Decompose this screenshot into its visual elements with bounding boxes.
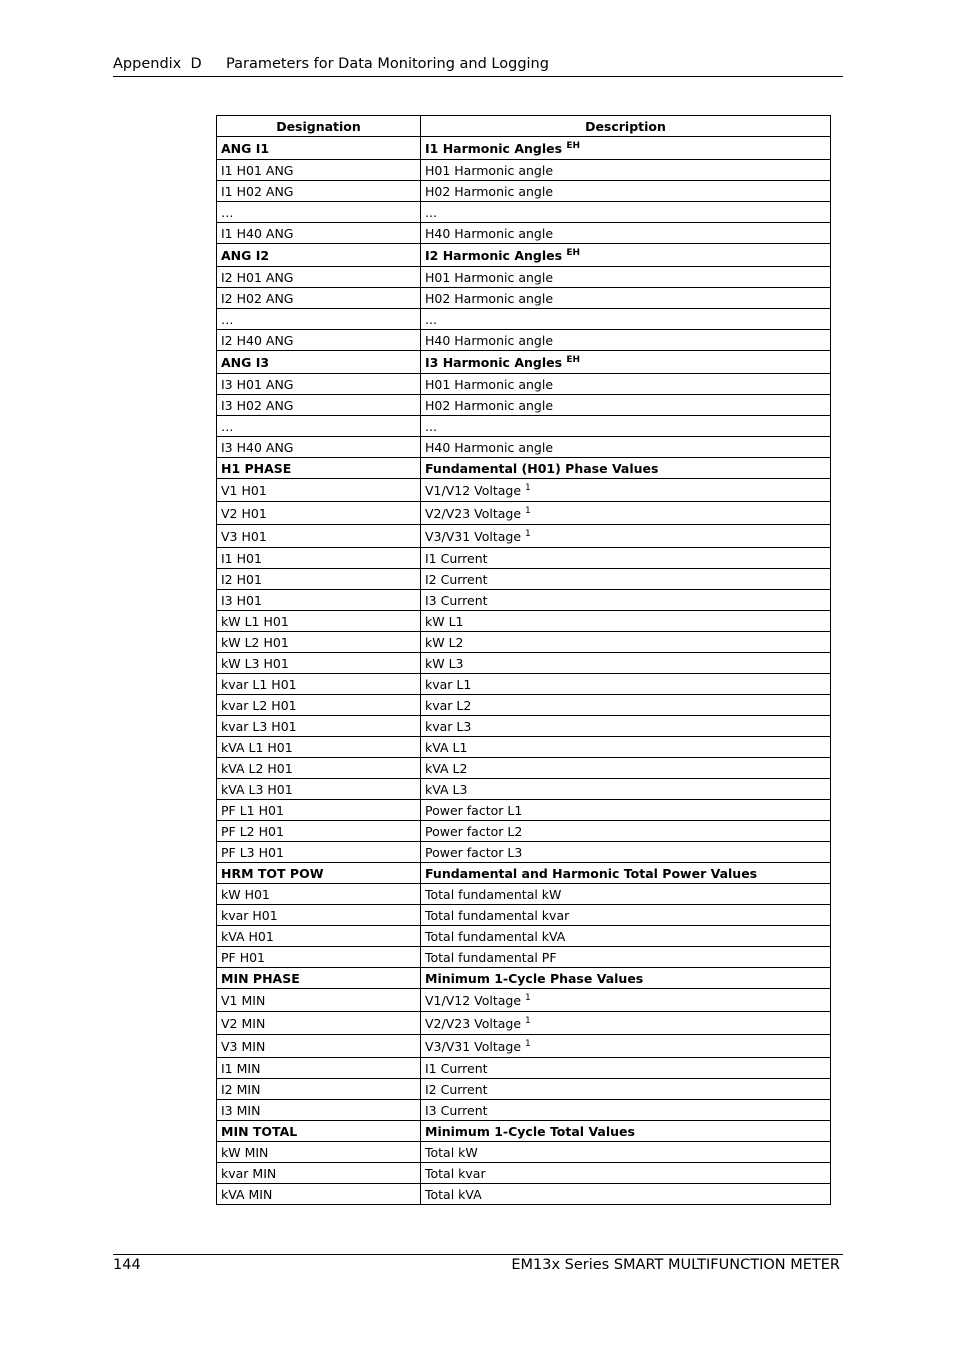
description-text: H40 Harmonic angle [425,225,554,241]
table-row [217,716,831,737]
description-cell [421,611,831,632]
table-row [217,800,831,821]
description-text: V2/V23 Voltage [425,505,522,521]
table-row [217,758,831,779]
description-text: Total fundamental kvar [425,907,570,923]
designation-cell: … [217,309,421,330]
designation-cell: kvar H01 [217,905,421,926]
table-section-row [217,863,831,884]
description-cell [421,374,831,395]
description-cell [421,1163,831,1184]
table-row [217,1079,831,1100]
description-text: kVA L1 [425,739,468,755]
page-footer [113,1254,843,1273]
table-row [217,611,831,632]
description-cell [421,842,831,863]
designation-cell: kVA L3 H01 [217,779,421,800]
description-cell [421,968,831,989]
description-cell [421,653,831,674]
table-row [217,842,831,863]
description-cell [421,437,831,458]
description-cell [421,267,831,288]
designation-cell: V3 H01 [217,525,421,548]
designation-cell: I3 H02 ANG [217,395,421,416]
table-row [217,181,831,202]
table-row [217,1142,831,1163]
table-row [217,884,831,905]
description-cell [421,525,831,548]
description-text: Power factor L2 [425,823,523,839]
designation-cell: kVA L1 H01 [217,737,421,758]
designation-cell: I1 H40 ANG [217,223,421,244]
designation-cell: kVA MIN [217,1184,421,1205]
description-text: I2 Current [425,571,488,587]
designation-cell: I2 H40 ANG [217,330,421,351]
designation-cell: I1 MIN [217,1058,421,1079]
designation-cell: I3 H40 ANG [217,437,421,458]
table-body [217,137,831,1205]
footnote-marker: 1 [525,1015,531,1026]
description-text: V1/V12 Voltage [425,482,522,498]
description-cell [421,989,831,1012]
table-row [217,1184,831,1205]
description-text: H40 Harmonic angle [425,439,554,455]
description-cell [421,758,831,779]
description-cell [421,330,831,351]
table-row [217,288,831,309]
description-cell [421,181,831,202]
designation-cell: … [217,202,421,223]
designation-cell: I3 MIN [217,1100,421,1121]
designation-cell: PF L1 H01 [217,800,421,821]
table-row [217,223,831,244]
description-cell [421,821,831,842]
table-row [217,905,831,926]
designation-cell: I1 H01 ANG [217,160,421,181]
designation-cell: PF H01 [217,947,421,968]
designation-cell: I3 H01 ANG [217,374,421,395]
description-text: ... [425,418,437,434]
description-cell [421,202,831,223]
description-cell [421,632,831,653]
description-text: H02 Harmonic angle [425,290,554,306]
table-row [217,479,831,502]
footnote-marker: EH [566,247,581,258]
table-row [217,1163,831,1184]
description-text: kW L2 [425,634,464,650]
table-row [217,674,831,695]
designation-cell: kVA L2 H01 [217,758,421,779]
designation-cell: kW L1 H01 [217,611,421,632]
description-cell [421,1079,831,1100]
description-cell [421,309,831,330]
description-text: H01 Harmonic angle [425,162,554,178]
description-cell [421,160,831,181]
description-text: Total kvar [425,1165,486,1181]
table-row [217,416,831,437]
table-row [217,821,831,842]
description-cell [421,1142,831,1163]
description-cell [421,779,831,800]
table-row [217,569,831,590]
designation-cell: V3 MIN [217,1035,421,1058]
description-cell [421,223,831,244]
description-text: Total kVA [425,1186,482,1202]
designation-cell: I1 H01 [217,548,421,569]
description-text: Fundamental and Harmonic Total Power Values [425,865,758,881]
description-cell [421,1184,831,1205]
description-text: kVA L3 [425,781,468,797]
designation-cell: kvar MIN [217,1163,421,1184]
table-row [217,695,831,716]
description-text: kW L1 [425,613,464,629]
parameters-table [216,115,831,1205]
description-text: Total fundamental kW [425,886,562,902]
description-text: Minimum 1-Cycle Total Values [425,1123,635,1139]
description-text: I1 Current [425,1060,488,1076]
column-header-designation: Designation [217,116,421,137]
footnote-marker: 1 [525,528,531,539]
description-text: I3 Current [425,1102,488,1118]
table-row [217,202,831,223]
table-section-row [217,137,831,160]
designation-cell: I2 H01 ANG [217,267,421,288]
footnote-marker: 1 [525,505,531,516]
designation-cell: V2 H01 [217,502,421,525]
description-cell [421,416,831,437]
table-row [217,1100,831,1121]
table-header-row [217,116,831,137]
footnote-marker: 1 [525,1038,531,1049]
designation-cell: … [217,416,421,437]
description-text: Power factor L3 [425,844,523,860]
designation-cell: ANG I2 [217,244,421,267]
description-cell [421,1012,831,1035]
designation-cell: kvar L3 H01 [217,716,421,737]
description-text: V3/V31 Voltage [425,528,522,544]
table-row [217,1058,831,1079]
designation-cell: kvar L2 H01 [217,695,421,716]
description-text: I2 Harmonic Angles [425,247,563,263]
designation-cell: MIN TOTAL [217,1121,421,1142]
designation-cell: HRM TOT POW [217,863,421,884]
footnote-marker: EH [566,140,581,151]
description-text: kVA L2 [425,760,468,776]
designation-cell: kW L2 H01 [217,632,421,653]
description-cell [421,1100,831,1121]
table-row [217,330,831,351]
description-cell [421,244,831,267]
description-cell [421,351,831,374]
description-cell [421,716,831,737]
description-text: I1 Current [425,550,488,566]
description-text: kW L3 [425,655,464,671]
designation-cell: MIN PHASE [217,968,421,989]
description-text: I3 Current [425,592,488,608]
description-cell [421,947,831,968]
description-cell [421,1035,831,1058]
description-cell [421,737,831,758]
designation-cell: PF L2 H01 [217,821,421,842]
designation-cell: V2 MIN [217,1012,421,1035]
table-row [217,632,831,653]
description-text: Fundamental (H01) Phase Values [425,460,659,476]
description-cell [421,569,831,590]
description-text: H40 Harmonic angle [425,332,554,348]
designation-cell: I3 H01 [217,590,421,611]
table-row [217,590,831,611]
description-cell [421,905,831,926]
description-text: V1/V12 Voltage [425,992,522,1008]
description-text: Total kW [425,1144,478,1160]
table-section-row [217,458,831,479]
table-section-row [217,244,831,267]
footnote-marker: 1 [525,992,531,1003]
description-text: Total fundamental PF [425,949,557,965]
designation-cell: I1 H02 ANG [217,181,421,202]
product-name: EM13x Series SMART MULTIFUNCTION METER [511,1257,840,1273]
description-text: ... [425,204,437,220]
description-cell [421,548,831,569]
description-cell [421,884,831,905]
footnote-marker: EH [566,354,581,365]
table-row [217,926,831,947]
table-row [217,1035,831,1058]
description-cell [421,137,831,160]
designation-cell: ANG I1 [217,137,421,160]
description-text: H01 Harmonic angle [425,376,554,392]
description-text: V3/V31 Voltage [425,1038,522,1054]
description-text: V2/V23 Voltage [425,1015,522,1031]
description-text: Total fundamental kVA [425,928,566,944]
table-section-row [217,351,831,374]
description-text: H01 Harmonic angle [425,269,554,285]
description-cell [421,479,831,502]
designation-cell: PF L3 H01 [217,842,421,863]
description-text: kvar L2 [425,697,472,713]
description-cell [421,590,831,611]
description-cell [421,674,831,695]
table-row [217,653,831,674]
description-text: H02 Harmonic angle [425,397,554,413]
table-row [217,374,831,395]
table-row [217,737,831,758]
description-cell [421,458,831,479]
table-row [217,779,831,800]
description-text: Power factor L1 [425,802,523,818]
designation-cell: I2 MIN [217,1079,421,1100]
table-section-row [217,1121,831,1142]
table-row [217,989,831,1012]
designation-cell: kW MIN [217,1142,421,1163]
description-cell [421,395,831,416]
designation-cell: kW L3 H01 [217,653,421,674]
table-row [217,267,831,288]
description-cell [421,863,831,884]
description-cell [421,1058,831,1079]
designation-cell: V1 MIN [217,989,421,1012]
description-text: I3 Harmonic Angles [425,354,563,370]
column-header-description: Description [421,116,831,137]
description-text: kvar L3 [425,718,472,734]
description-cell [421,800,831,821]
designation-cell: H1 PHASE [217,458,421,479]
table-row [217,502,831,525]
description-text: kvar L1 [425,676,472,692]
designation-cell: I2 H01 [217,569,421,590]
table-row [217,160,831,181]
description-cell [421,1121,831,1142]
designation-cell: kvar L1 H01 [217,674,421,695]
description-cell [421,502,831,525]
table-row [217,395,831,416]
header-title: Parameters for Data Monitoring and Logging [226,56,549,72]
table-section-row [217,968,831,989]
designation-cell: kVA H01 [217,926,421,947]
description-cell [421,695,831,716]
description-text: I1 Harmonic Angles [425,140,563,156]
designation-cell: V1 H01 [217,479,421,502]
footnote-marker: 1 [525,482,531,493]
description-text: I2 Current [425,1081,488,1097]
table-row [217,947,831,968]
designation-cell: ANG I3 [217,351,421,374]
designation-cell: kW H01 [217,884,421,905]
designation-cell: I2 H02 ANG [217,288,421,309]
table-row [217,525,831,548]
description-text: ... [425,311,437,327]
page-number: 144 [113,1257,141,1273]
description-text: Minimum 1-Cycle Phase Values [425,970,644,986]
appendix-label: Appendix D [113,56,202,72]
table-row [217,437,831,458]
table-row [217,548,831,569]
table-row [217,1012,831,1035]
description-cell [421,288,831,309]
table-row [217,309,831,330]
page-header [113,55,843,77]
description-cell [421,926,831,947]
description-text: H02 Harmonic angle [425,183,554,199]
